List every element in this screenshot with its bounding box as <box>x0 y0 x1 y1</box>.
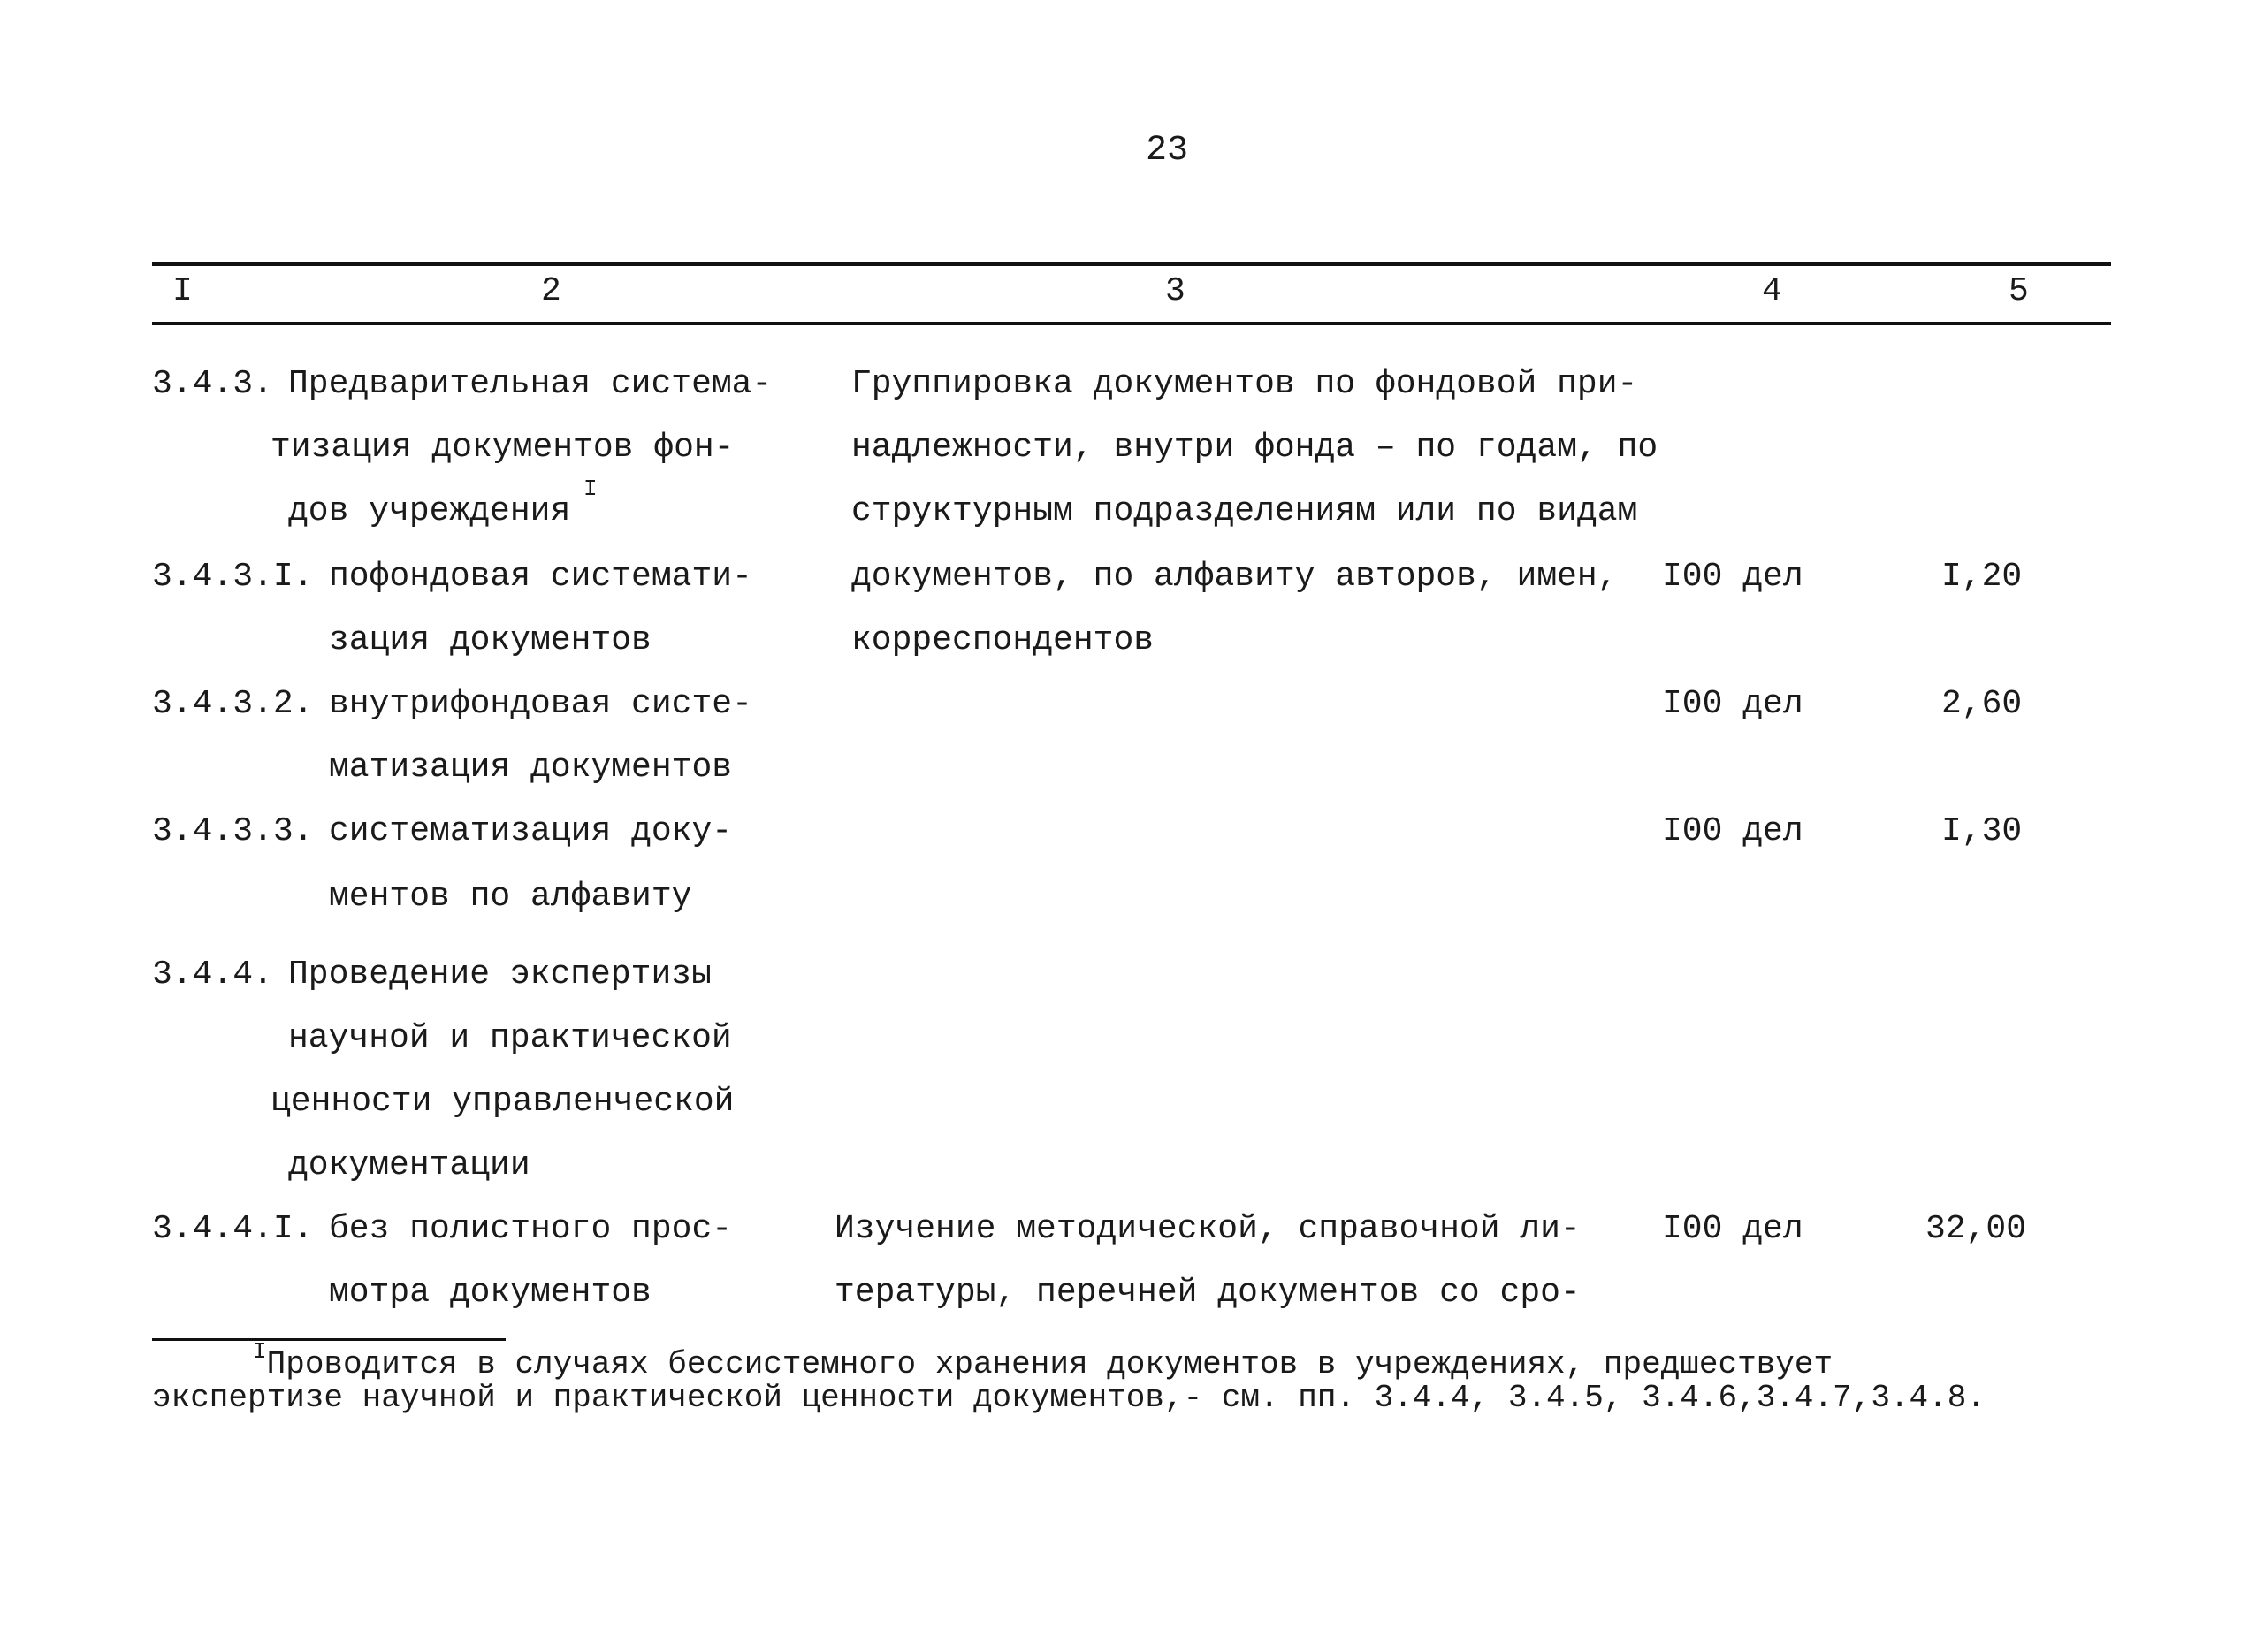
row-name-line: документации <box>288 1146 530 1184</box>
row-code: 3.4.3.2. <box>152 685 314 723</box>
footnote-text-1: Проводится в случаях бессистемного хранения документов в учреждениях, предшествует <box>266 1346 1834 1382</box>
row-code: 3.4.3. <box>152 365 273 403</box>
footnote-rule <box>152 1338 506 1341</box>
row-unit: I00 дел <box>1662 558 1803 596</box>
row-name-line: систематизация доку- <box>329 812 733 850</box>
row-description-line: корреспондентов <box>851 621 1155 659</box>
row-description-line: надлежности, внутри фонда – по годам, по <box>851 429 1658 467</box>
row-unit: I00 дел <box>1662 1210 1803 1248</box>
row-description-line: документов, по алфавиту авторов, имен, <box>851 558 1618 596</box>
column-header-2: 2 <box>541 272 561 310</box>
row-value: I,30 <box>1941 812 2023 850</box>
row-description-line: тературы, перечней документов со сро- <box>835 1274 1581 1312</box>
row-value: 2,60 <box>1941 685 2023 723</box>
row-name-line: Предварительная система- <box>288 365 773 403</box>
row-code: 3.4.3.3. <box>152 812 314 850</box>
row-name-line: матизация документов <box>329 749 733 787</box>
footnote-line-2: экспертизе научной и практической ценности документов,- см. пп. 3.4.4, 3.4.5, 3.4.6,3.4.7,3.4.8. <box>152 1380 1986 1416</box>
column-header-4: 4 <box>1762 272 1782 310</box>
row-name-line: пофондовая системати- <box>329 558 752 596</box>
row-name-line: мотра документов <box>329 1274 652 1312</box>
row-unit: I00 дел <box>1662 812 1803 850</box>
row-name-line: Проведение экспертизы <box>288 955 712 993</box>
table-header-rule <box>152 322 2111 325</box>
row-name-line: научной и практической <box>288 1019 732 1057</box>
footnote-mark: I <box>253 1338 267 1365</box>
row-description-line: структурным подразделениям или по видам <box>851 492 1638 530</box>
row-name-line: зация документов <box>329 621 652 659</box>
row-description-line: Изучение методической, справочной ли- <box>835 1210 1581 1248</box>
column-header-5: 5 <box>2009 272 2029 310</box>
column-header-3: 3 <box>1165 272 1185 310</box>
footnote-line-1 <box>253 1338 1834 1382</box>
row-name-line: ментов по алфавиту <box>329 878 692 916</box>
footnote-reference: I <box>583 476 598 502</box>
row-name-line: дов учреждения <box>288 492 571 530</box>
page-number: 23 <box>1145 131 1188 171</box>
row-value: 32,00 <box>1925 1210 2027 1248</box>
row-name-line: ценности управленческой <box>271 1083 735 1121</box>
table-top-rule <box>152 262 2111 266</box>
row-name-line: тизация документов фон- <box>271 429 735 467</box>
row-unit: I00 дел <box>1662 685 1803 723</box>
row-code: 3.4.4.I. <box>152 1210 314 1248</box>
row-name-line: без полистного прос- <box>329 1210 733 1248</box>
column-header-1: I <box>172 272 193 310</box>
row-code: 3.4.4. <box>152 955 273 993</box>
row-code: 3.4.3.I. <box>152 558 314 596</box>
row-value: I,20 <box>1941 558 2023 596</box>
row-name-line: внутрифондовая систе- <box>329 685 752 723</box>
row-description-line: Группировка документов по фондовой при- <box>851 365 1638 403</box>
